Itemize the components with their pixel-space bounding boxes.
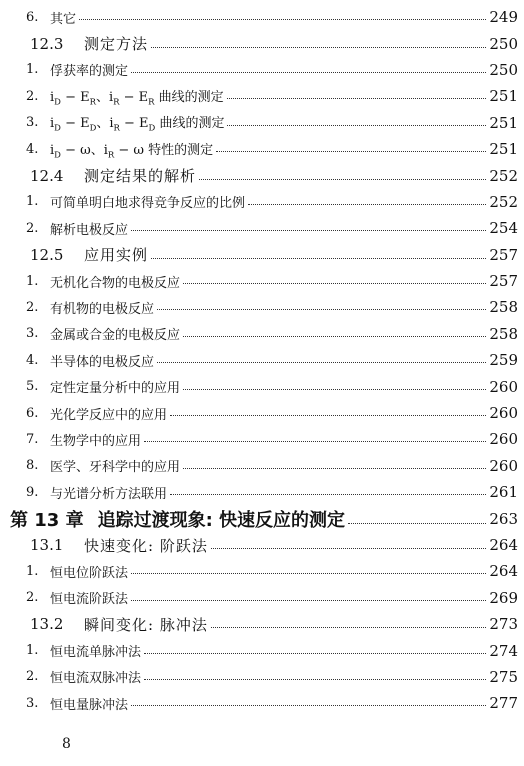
toc-entry xyxy=(0,4,524,30)
toc-entry xyxy=(0,558,524,584)
toc-entry xyxy=(0,479,524,505)
dot-leader xyxy=(183,323,486,337)
dot-leader xyxy=(131,59,486,73)
toc-entry xyxy=(0,30,524,56)
toc-entry-page: 264 xyxy=(489,562,518,581)
toc-entry-number: 9. xyxy=(26,484,39,500)
toc-entry-title: 金属或合金的电极反应 xyxy=(50,328,181,344)
toc-entry-title: 无机化合物的电极反应 xyxy=(50,275,181,291)
toc-entry-number: 1. xyxy=(26,62,39,78)
toc-entry-page: 250 xyxy=(489,34,518,53)
toc-entry-page: 254 xyxy=(489,219,518,238)
toc-entry xyxy=(0,505,524,531)
toc-entry xyxy=(0,215,524,241)
toc-entry-title: 医学、牙科学中的应用 xyxy=(50,460,181,476)
dot-leader xyxy=(227,112,486,126)
toc-entry-number: 12.4 xyxy=(30,166,64,185)
toc-entry-title: 瞬间变化: 脉冲法 xyxy=(84,615,208,634)
toc-entry-title: 应用实例 xyxy=(84,246,149,265)
toc-entry-number: 1. xyxy=(26,194,39,210)
toc-entry xyxy=(0,373,524,399)
toc-entry-title: 定性定量分析中的应用 xyxy=(50,381,181,397)
toc-entry-page: 252 xyxy=(489,192,518,211)
toc-entry-page: 269 xyxy=(489,588,518,607)
toc-entry-page: 277 xyxy=(489,694,518,713)
dot-leader xyxy=(227,85,487,99)
toc-entry xyxy=(0,611,524,637)
toc-entry-number: 3. xyxy=(26,326,39,342)
toc-entry-title: $i_D - E_D$、$i_R - E_D$ 曲线的测定 xyxy=(50,116,225,134)
toc-entry-page: 251 xyxy=(489,113,518,132)
toc-entry-number: 13.2 xyxy=(30,615,64,634)
toc-entry-page: 261 xyxy=(489,483,518,502)
dot-leader xyxy=(131,587,486,601)
toc-entry-page: 264 xyxy=(489,536,518,554)
page-number: 8 xyxy=(62,736,71,752)
toc-entry-title: 俘获率的测定 xyxy=(50,64,129,80)
toc-entry xyxy=(0,57,524,83)
toc-entry xyxy=(0,585,524,611)
dot-leader xyxy=(131,560,486,574)
toc-entry-number: 4. xyxy=(26,352,39,368)
toc-entry-number: 第 13 章 xyxy=(10,509,84,531)
toc-entry-number: 6. xyxy=(26,9,39,25)
dot-leader xyxy=(157,349,486,363)
dot-leader xyxy=(144,666,486,680)
toc-entry xyxy=(0,136,524,162)
toc-entry xyxy=(0,321,524,347)
toc-entry-title: 可简单明白地求得竞争反应的比例 xyxy=(50,196,246,212)
toc-entry-number: 5. xyxy=(26,379,39,395)
toc-entry-number: 2. xyxy=(26,299,39,315)
toc-entry-title: 恒电量脉冲法 xyxy=(50,697,129,713)
toc-entry-page: 260 xyxy=(489,430,518,449)
toc-entry-page: 263 xyxy=(489,509,518,528)
toc-entry-title: $i_D - E_R$、$i_R - E_R$ 曲线的测定 xyxy=(50,90,224,107)
toc-entry-page: 274 xyxy=(489,641,518,660)
toc-entry-number: 12.5 xyxy=(30,245,64,264)
dot-leader xyxy=(348,505,486,524)
toc-entry-number: 6. xyxy=(26,405,39,421)
dot-leader xyxy=(144,640,486,654)
toc-entry-page: 252 xyxy=(489,166,518,185)
toc-entry-title: 与光谱分析方法联用 xyxy=(50,486,168,502)
toc-entry xyxy=(0,426,524,452)
toc-entry-title: 其它 xyxy=(50,11,77,27)
toc-entry xyxy=(0,162,524,188)
dot-leader xyxy=(183,376,486,390)
dot-leader xyxy=(216,138,486,152)
toc-entry-page: 250 xyxy=(489,60,518,79)
toc-entry xyxy=(0,242,524,268)
toc-entry xyxy=(0,453,524,479)
toc-entry xyxy=(0,664,524,690)
dot-leader xyxy=(199,164,486,180)
toc-entry-title: 恒电位阶跃法 xyxy=(50,565,129,581)
toc-entry xyxy=(0,532,524,558)
toc-entry-page: 273 xyxy=(489,615,518,634)
toc-entry-number: 3. xyxy=(26,695,39,711)
toc-entry-page: 260 xyxy=(489,404,518,423)
toc-entry-number: 1. xyxy=(26,643,39,659)
toc-entry-title: 测定结果的解析 xyxy=(84,167,197,186)
toc-entry xyxy=(0,400,524,426)
dot-leader xyxy=(157,296,486,310)
toc-entry-page: 251 xyxy=(489,140,518,159)
toc-entry-number: 2. xyxy=(26,220,39,236)
dot-leader xyxy=(144,428,486,442)
dot-leader xyxy=(151,32,486,48)
toc-entry xyxy=(0,189,524,215)
dot-leader xyxy=(79,6,486,20)
toc-entry xyxy=(0,294,524,320)
toc-entry-page: 260 xyxy=(489,377,518,396)
toc-entry-number: 12.3 xyxy=(30,34,64,53)
toc-entry-page: 260 xyxy=(489,456,518,475)
dot-leader xyxy=(211,612,487,628)
dot-leader xyxy=(183,455,486,469)
toc-entry-title: 半导体的电极反应 xyxy=(50,354,155,370)
table-of-contents xyxy=(0,4,524,717)
dot-leader xyxy=(211,533,487,549)
toc-entry-title: 有机物的电极反应 xyxy=(50,301,155,317)
toc-entry-title: 恒电流阶跃法 xyxy=(50,592,129,608)
toc-entry xyxy=(0,690,524,716)
toc-entry-title: 解析电极反应 xyxy=(50,222,129,238)
toc-entry-page: 258 xyxy=(489,298,518,317)
toc-entry-number: 8. xyxy=(26,458,39,474)
dot-leader xyxy=(248,191,486,205)
toc-entry xyxy=(0,347,524,373)
toc-entry-title: 恒电流双脉冲法 xyxy=(50,671,142,687)
toc-entry-page: 257 xyxy=(489,272,518,291)
toc-entry-number: 7. xyxy=(26,431,39,447)
toc-entry-number: 3. xyxy=(26,115,39,131)
toc-entry xyxy=(0,110,524,136)
toc-entry-title: 追踪过渡现象: 快速反应的测定 xyxy=(97,509,346,531)
dot-leader xyxy=(151,243,486,259)
toc-entry xyxy=(0,83,524,109)
dot-leader xyxy=(183,270,486,284)
toc-entry-number: 1. xyxy=(26,563,39,579)
toc-entry-title: 快速变化: 阶跃法 xyxy=(84,536,208,555)
dot-leader xyxy=(170,402,486,416)
toc-entry-number: 13.1 xyxy=(30,536,64,554)
toc-entry xyxy=(0,637,524,663)
toc-entry-title: 生物学中的应用 xyxy=(50,433,142,449)
toc-entry-page: 258 xyxy=(489,324,518,343)
dot-leader xyxy=(131,217,486,231)
toc-entry-number: 2. xyxy=(26,669,39,685)
toc-entry-page: 275 xyxy=(489,667,518,686)
toc-entry-title: $i_D - \omega$、$i_R - \omega$ 特性的测定 xyxy=(50,142,214,160)
dot-leader xyxy=(170,481,486,495)
toc-entry-page: 257 xyxy=(489,245,518,264)
toc-entry-page: 249 xyxy=(489,8,518,27)
toc-entry-title: 光化学反应中的应用 xyxy=(50,407,168,423)
toc-entry-page: 259 xyxy=(489,351,518,370)
toc-entry-number: 4. xyxy=(26,141,39,157)
toc-entry-page: 251 xyxy=(489,87,518,106)
toc-entry-number: 2. xyxy=(26,88,39,104)
toc-entry-number: 1. xyxy=(26,273,39,289)
dot-leader xyxy=(131,692,486,706)
toc-entry-title: 测定方法 xyxy=(84,35,149,54)
toc-entry-number: 2. xyxy=(26,590,39,606)
toc-entry xyxy=(0,268,524,294)
toc-entry-title: 恒电流单脉冲法 xyxy=(50,645,142,661)
